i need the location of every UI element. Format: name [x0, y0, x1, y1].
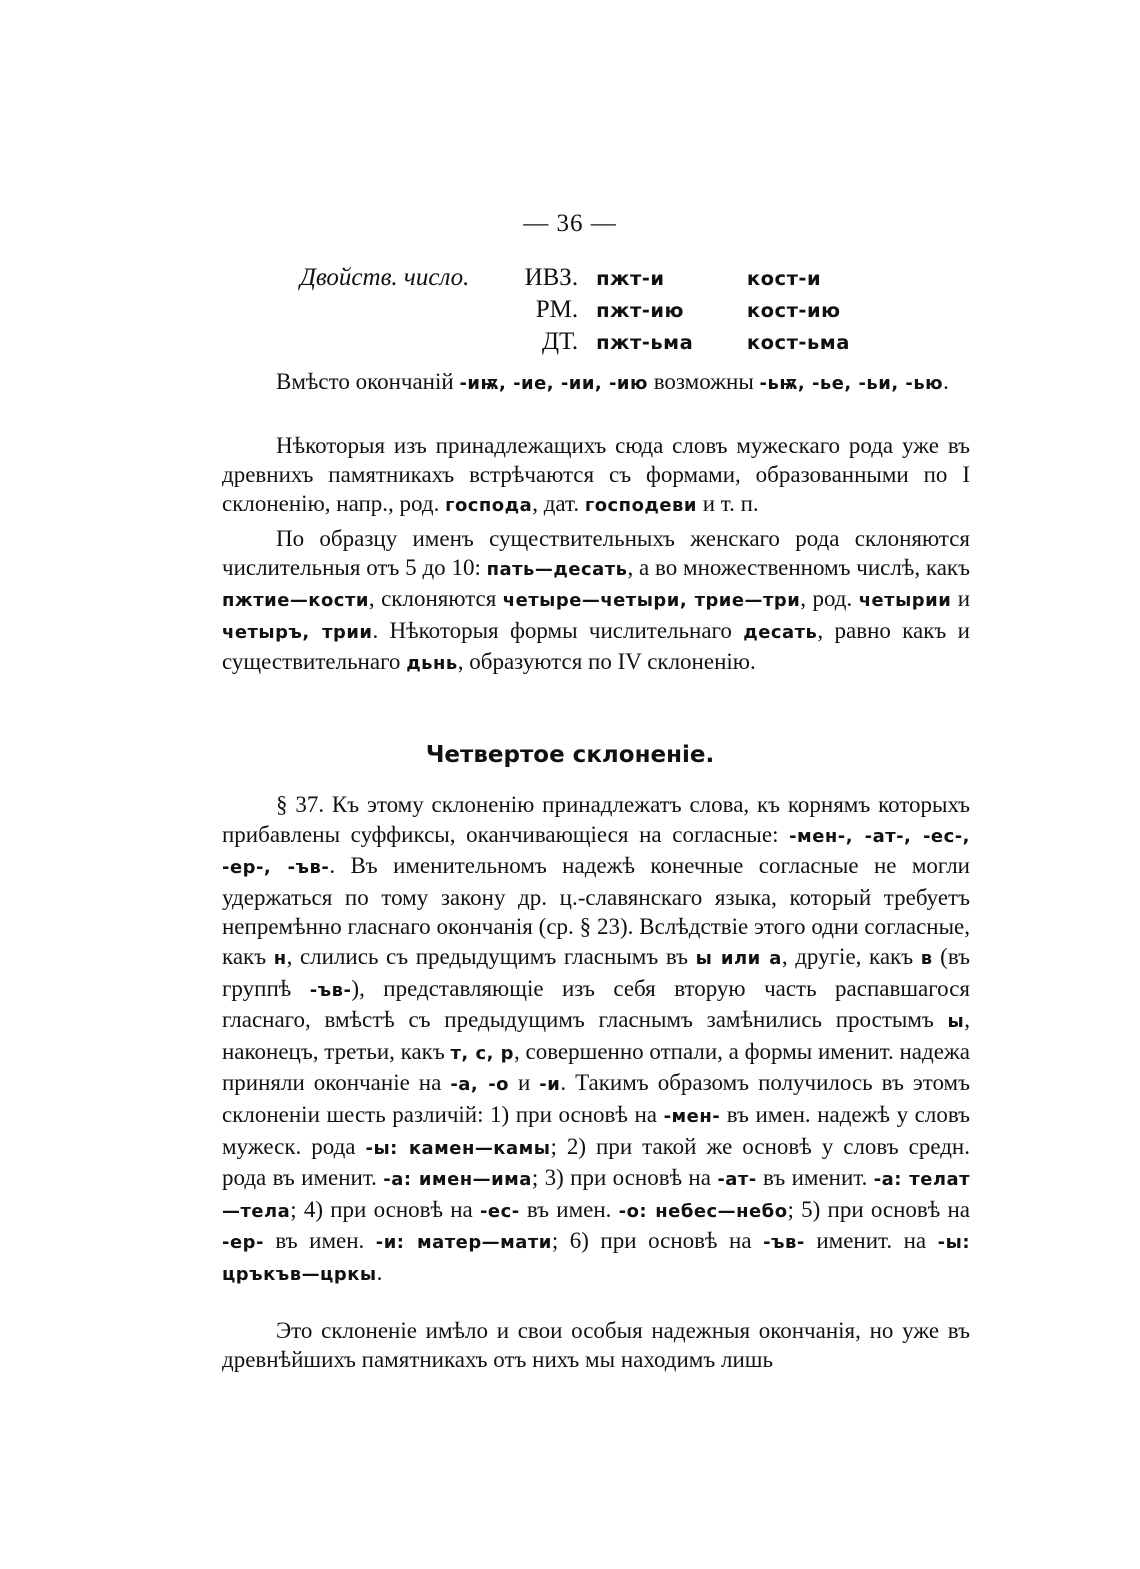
section-heading: Четвертое склоненіе. [425, 742, 715, 768]
paragraph-masculine-nouns: Нѣкоторыя изъ принадлежащихъ сюда словъ мужескаго рода уже въ древнихъ памятникахъ встрѣчаются съ формами, образованными по I склоненію, напр., род. господа, дат. господеви и т. п. [222, 433, 970, 517]
number-label: Двойств. число. [300, 264, 470, 291]
case-label: РМ. [535, 296, 579, 323]
table-row [300, 326, 860, 358]
form-first: пжт-ьма [596, 331, 694, 354]
table-row [300, 294, 860, 326]
note-paragraph: Вмѣсто окончаній -иѭ, -ие, -ии, -ию возможны -ьѭ, -ье, -ьи, -ью. [276, 369, 949, 394]
paragraph-endings: Это склоненіе имѣло и свои особыя надежныя окончанія, но уже въ древнѣйшихъ памятникахъ отъ нихъ мы находимъ лишь [222, 1318, 970, 1373]
paragraph-section-37: § 37. Къ этому склоненію принадлежатъ слова, къ корнямъ которыхъ прибавлены суффиксы, оканчивающіеся на согласные: -мен-, -ат-, -ес-, -ер-, -ъв-. Въ именительномъ надежѣ конечные согласные не могли удержаться по тому закону др. ц.-славянскаго языка, который требуетъ непремѣнно гласнаго окончанія (ср. § 23). Вслѣдствіе этого одни согласные, какъ н, слились съ предыдущимъ гласнымъ въ ы или а, другіе, какъ в (въ группѣ -ъв-), представляющіе изъ себя вторую часть распавшагося гласнаго, вмѣстѣ съ предыдущимъ гласнымъ замѣнились простымъ ы, наконецъ, третьи, какъ т, с, р, совершенно отпали, а формы именит. надежа приняли окончаніе на -а, -о и -и. Такимъ образомъ получилось въ этомъ склоненіи шесть различій: 1) при основѣ на -мен- въ имен. надежѣ у словъ мужеск. рода -ы: камен—камы; 2) при такой же основѣ у словъ средн. рода въ именит. -а: имен—има; 3) при основѣ на -ат- въ именит. -а: телат—тела; 4) при основѣ на -ес- въ имен. -о: небес—небо; 5) при основѣ на -ер- въ имен. -и: матер—мати; 6) при основѣ на -ъв- именит. на -ы: цръкъв—цркы. [222, 792, 971, 1285]
case-label: ИВЗ. [524, 264, 579, 291]
form-first: пжт-ию [596, 299, 684, 322]
case-label: ДТ. [542, 328, 579, 355]
declension-table [300, 262, 860, 358]
table-row [300, 262, 860, 294]
form-second: кост-ьма [746, 331, 850, 354]
form-first: пжт-и [596, 267, 665, 290]
page-number: — 36 — [523, 210, 617, 237]
form-second: кост-и [746, 267, 822, 290]
paragraph-numerals: По образцу именъ существительныхъ женскаго рода склоняются числительныя отъ 5 до 10: пать—десать, а во множественномъ числѣ, какъ пжтие—кости, склоняются четыре—четыри, трие—три, род. четырии и четыръ, трии. Нѣкоторыя формы числительнаго десать, равно какъ и существительнаго дьнь, образуются по IV склоненію. [222, 526, 971, 674]
form-second: кост-ию [746, 299, 841, 322]
